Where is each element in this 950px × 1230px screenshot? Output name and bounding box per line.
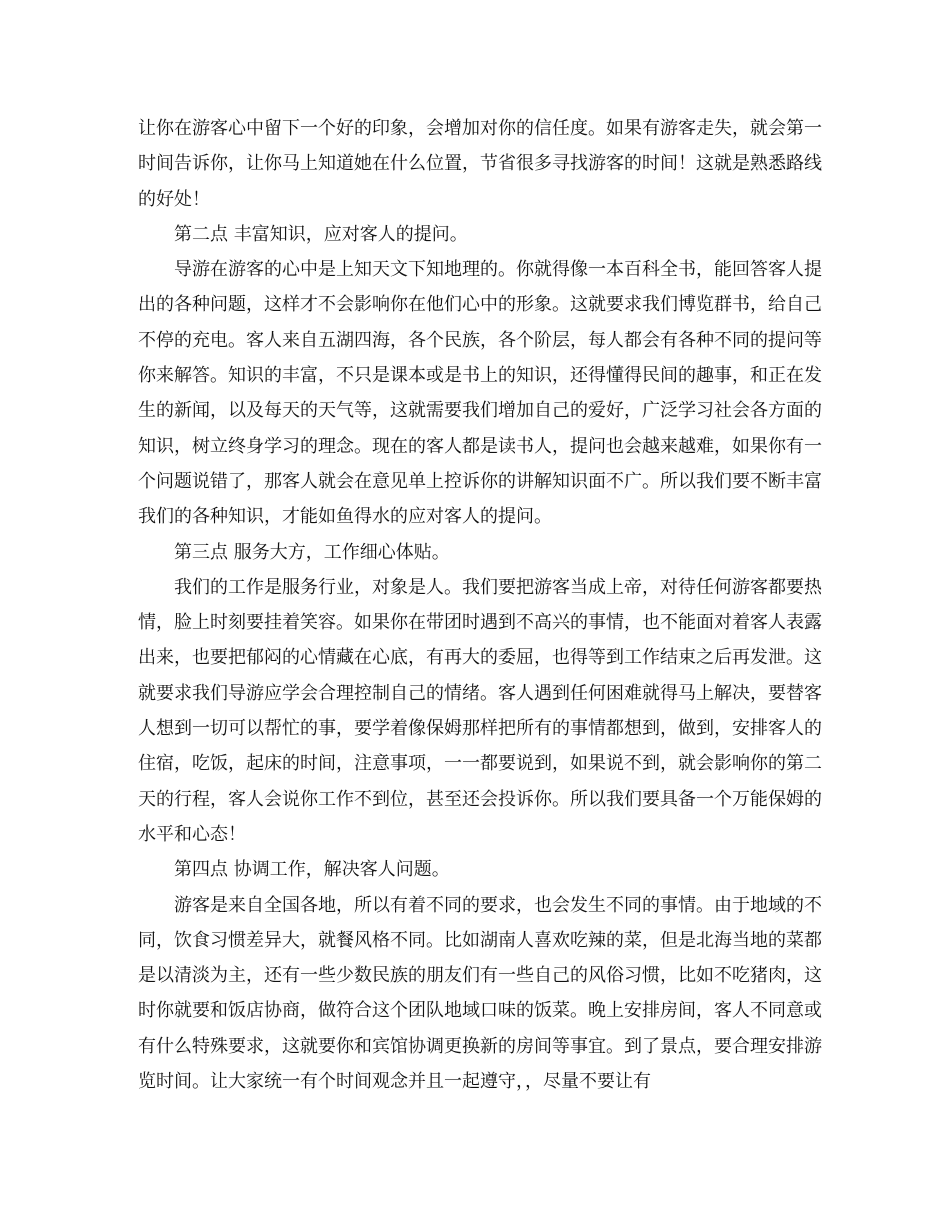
- heading-point-four: 第四点 协调工作，解决客人问题。: [174, 859, 450, 881]
- paragraph-knowledge: 导游在游客的心中是上知天文下知地理的。你就得像一本百科全书，能回答客人提出的各种问题，这样才不会影响你在他们心中的形象。这就要求我们博览群书，给自己不停的充电。客人来自五湖四海，各个民族，各个阶层，每人都会有各种不同的提问等你来解答。知识的丰富，不只是课本或是书上的知识，还得懂得民间的趣事，和正在发生的新闻，以及每天的天气等，这就需要我们增加自己的爱好，广泛学习社会各方面的知识，树立终身学习的理念。现在的客人都是读书人，提问也会越来越难，如果你有一个问题说错了，那客人就会在意见单上控诉你的讲解知识面不广。所以我们要不断丰富我们的各种知识，才能如鱼得水的应对客人的提问。: [138, 259, 822, 528]
- heading-point-three: 第三点 服务大方，工作细心体贴。: [174, 541, 450, 563]
- document-body: [138, 111, 822, 1099]
- paragraph-coordination: 游客是来自全国各地，所以有着不同的要求，也会发生不同的事情。由于地域的不同，饮食习惯差异大，就餐风格不同。比如湖南人喜欢吃辣的菜，但是北海当地的菜都是以清淡为主，还有一些少数民族的朋友们有一些自己的风俗习惯，比如不吃猪肉，这时你就要和饭店协商，做符合这个团队地域口味的饭菜。晚上安排房间，客人不同意或有什么特殊要求，这就要你和宾馆协调更换新的房间等事宜。到了景点，要合理安排游览时间。让大家统一有个时间观念并且一起遵守，，尽量不要让有: [138, 894, 822, 1093]
- paragraph-service: 我们的工作是服务行业，对象是人。我们要把游客当成上帝，对待任何游客都要热情，脸上时刻要挂着笑容。如果你在带团时遇到不高兴的事情，也不能面对着客人表露出来，也要把郁闷的心情藏在心底，有再大的委屈，也得等到工作结束之后再发泄。这就要求我们导游应学会合理控制自己的情绪。客人遇到任何困难就得马上解决，要替客人想到一切可以帮忙的事，要学着像保姆那样把所有的事情都想到，做到，安排客人的住宿，吃饭，起床的时间，注意事项，一一都要说到，如果说不到，就会影响你的第二天的行程，客人会说你工作不到位，甚至还会投诉你。所以我们要具备一个万能保姆的水平和心态！: [138, 576, 822, 845]
- heading-point-two: 第二点 丰富知识，应对客人的提问。: [174, 223, 468, 245]
- paragraph-route-benefits: 让你在游客心中留下一个好的印象，会增加对你的信任度。如果有游客走失，就会第一时间告诉你，让你马上知道她在什么位置，节省很多寻找游客的时间！这就是熟悉路线的好处！: [138, 118, 822, 210]
